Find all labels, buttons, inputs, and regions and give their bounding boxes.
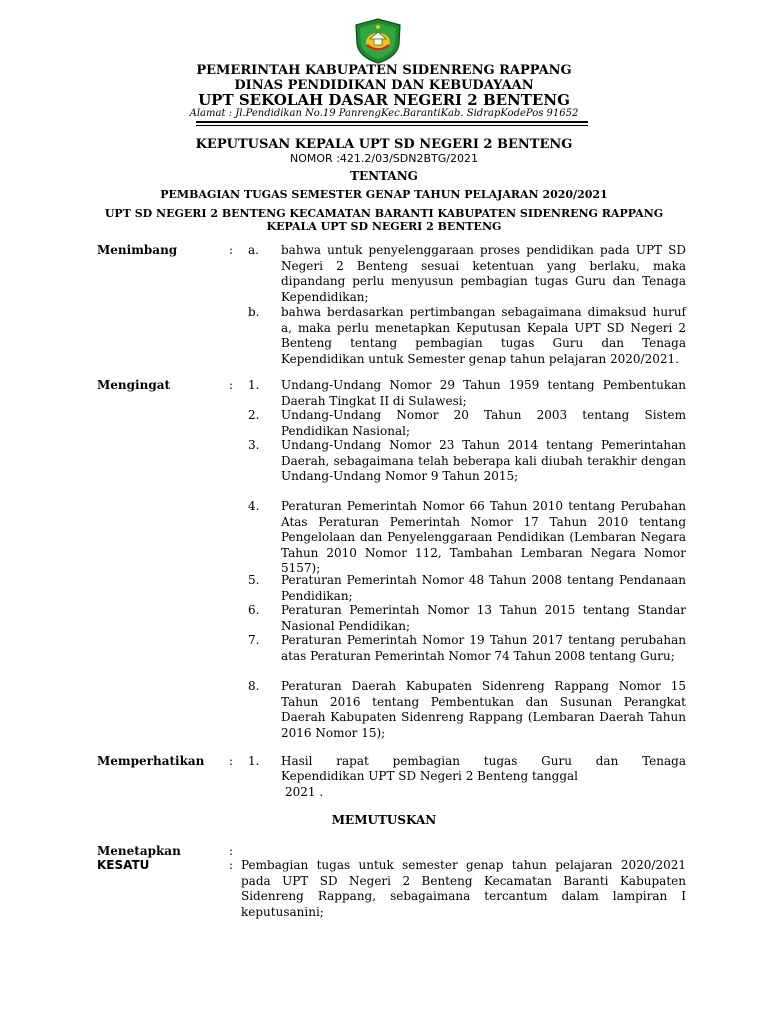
letterhead-rule-thick (196, 121, 588, 123)
mengingat-item-4: Peraturan Pemerintah Nomor 66 Tahun 2010 tentang Perubahan Atas Peraturan Pemerintah Nomor 17 Tahun 2010 tentang Pengelolaan dan Penyelenggaraan Pendidikan (Lembaran Negara Tahun 2010 Nomor 112, Tambahan Lembaran Negara Nomor 5157); (281, 499, 686, 575)
menimbang-item-b: bahwa berdasarkan pertimbangan sebagaimana dimaksud huruf a, maka perlu menetapkan Keputusan Kepala UPT SD Negeri 2 Benteng tentang pembagian tugas Guru dan Tenaga Kependidikan untuk Semester genap tahun pelajaran 2020/2021. (281, 305, 686, 366)
memperhatikan-item-1-line1: Hasil rapat pembagian tugas Guru dan Tenaga (281, 754, 686, 768)
section-colon: : (229, 754, 234, 768)
section-label-kesatu: KESATU (97, 858, 150, 872)
section-label-menetapkan: Menetapkan (97, 844, 181, 858)
letterhead-department: DINAS PENDIDIKAN DAN KEBUDAYAAN (234, 78, 534, 93)
mengingat-item-5: Peraturan Pemerintah Nomor 48 Tahun 2008 tentang Pendanaan Pendidikan; (281, 573, 686, 603)
mengingat-item-8: Peraturan Daerah Kabupaten Sidenreng Rappang Nomor 15 Tahun 2016 tentang Pembentukan dan Susunan Perangkat Daerah Kabupaten Sidenreng Rappang (Lembaran Daerah Tahun 2016 Nomor 15); (281, 679, 686, 740)
item-marker: 6. (248, 603, 260, 617)
decree-about: TENTANG (350, 169, 418, 183)
item-marker: b. (248, 305, 260, 319)
item-marker: 5. (248, 573, 260, 587)
item-marker: a. (248, 243, 259, 257)
mengingat-item-7: Peraturan Pemerintah Nomor 19 Tahun 2017 tentang perubahan atas Peraturan Pemerintah Nomor 74 Tahun 2008 tentang Guru; (281, 633, 686, 663)
item-marker: 2. (248, 408, 260, 422)
item-marker: 7. (248, 633, 260, 647)
regency-crest-icon (353, 18, 403, 64)
mengingat-item-2: Undang-Undang Nomor 20 Tahun 2003 tentang Sistem Pendidikan Nasional; (281, 408, 686, 438)
decree-number: NOMOR :421.2/03/SDN2BTG/2021 (290, 152, 478, 165)
mengingat-item-3: Undang-Undang Nomor 23 Tahun 2014 tentang Pemerintahan Daerah, sebagaimana telah beberapa kali diubah terakhir dengan Undang-Undang Nomor 9 Tahun 2015; (281, 438, 686, 483)
letterhead-government: PEMERINTAH KABUPATEN SIDENRENG RAPPANG (196, 63, 572, 78)
section-colon: : (229, 378, 234, 392)
item-marker: 3. (248, 438, 260, 452)
item-marker: 8. (248, 679, 260, 693)
section-colon: : (229, 844, 234, 858)
decree-school-line: UPT SD NEGERI 2 BENTENG KECAMATAN BARANTI KABUPATEN SIDENRENG RAPPANG (104, 207, 664, 220)
section-label-menimbang: Menimbang (97, 243, 178, 257)
memperhatikan-item-1-line2: Kependidikan UPT SD Negeri 2 Benteng tanggal (281, 769, 579, 783)
item-marker: 1. (248, 754, 260, 768)
item-marker: 1. (248, 378, 260, 392)
section-label-mengingat: Mengingat (97, 378, 171, 392)
mengingat-item-6: Peraturan Pemerintah Nomor 13 Tahun 2015 tentang Standar Nasional Pendidikan; (281, 603, 686, 633)
mengingat-item-1: Undang-Undang Nomor 29 Tahun 1959 tentang Pembentukan Daerah Tingkat II di Sulawesi; (281, 378, 686, 408)
section-colon: : (229, 858, 234, 872)
letterhead-rule-thin (196, 125, 588, 126)
decree-title: KEPUTUSAN KEPALA UPT SD NEGERI 2 BENTENG (195, 137, 573, 152)
menimbang-item-a: bahwa untuk penyelenggaraan proses pendidikan pada UPT SD Negeri 2 Benteng sesuai ketentuan yang berlaku, maka dipandang perlu menyusun pembagian tugas Guru dan Tenaga Kependidikan; (281, 243, 686, 304)
decree-subject: PEMBAGIAN TUGAS SEMESTER GENAP TAHUN PELAJARAN 2020/2021 (160, 188, 608, 201)
letterhead-address: Alamat : Jl.Pendidikan No.19 PanrengKec.BarantiKab. SidrapKodePos 91652 (189, 108, 579, 119)
decision-heading: MEMUTUSKAN (331, 813, 437, 827)
section-label-memperhatikan: Memperhatikan (97, 754, 205, 768)
item-marker: 4. (248, 499, 260, 513)
memperhatikan-item-1-line3: 2021 . (285, 785, 324, 799)
decree-head-line: KEPALA UPT SD NEGERI 2 BENTENG (266, 220, 502, 233)
letterhead-school: UPT SEKOLAH DASAR NEGERI 2 BENTENG (198, 91, 570, 109)
section-colon: : (229, 243, 234, 257)
kesatu-text: Pembagian tugas untuk semester genap tahun pelajaran 2020/2021 pada UPT SD Negeri 2 Benteng Kecamatan Baranti Kabupaten Sidenreng Rappang, sebagaimana tercantum dalam lampiran I keputusanini; (241, 858, 686, 919)
